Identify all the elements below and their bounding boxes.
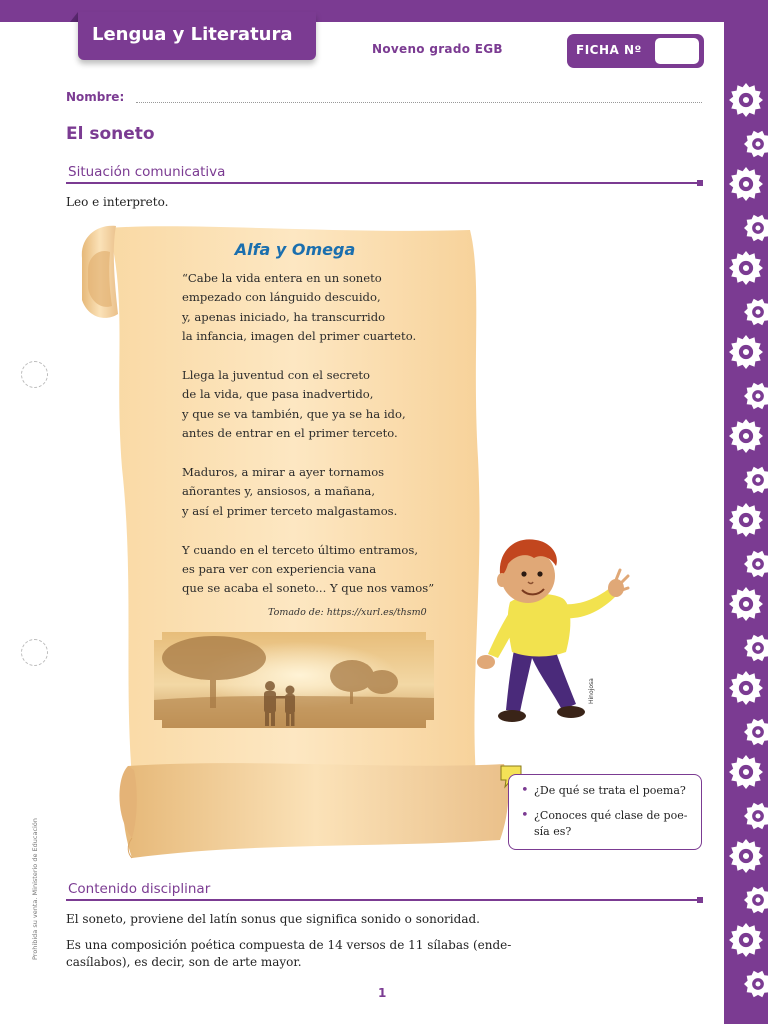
gear-icon xyxy=(744,803,768,830)
name-label: Nombre: xyxy=(66,90,125,104)
poem-body xyxy=(182,269,434,618)
section-heading-situacion: Situación comunicativa xyxy=(68,164,226,180)
gear-icon xyxy=(729,755,763,789)
poem-line: que se acaba el soneto... Y que nos vamos” xyxy=(182,581,435,596)
gear-icon xyxy=(729,167,763,201)
paragraph-line: Es una composición poética compuesta de 14 versos de 11 sílabas (ende- xyxy=(66,938,512,952)
gear-icon xyxy=(744,971,768,998)
question-item: • ¿De qué se trata el poema? xyxy=(519,783,693,799)
gear-icon xyxy=(744,131,768,158)
paragraph: El soneto, proviene del latín sonus que significa sonido o sonoridad. xyxy=(66,912,480,926)
poem-line: empezado con lánguido descuido, xyxy=(182,290,381,305)
gear-icon xyxy=(729,503,763,537)
gear-icon xyxy=(729,335,763,369)
gear-icon xyxy=(729,83,763,117)
poem-stanza xyxy=(182,269,434,347)
grade-label: Noveno grado EGB xyxy=(372,42,503,56)
binder-hole xyxy=(21,361,48,388)
poem-source: Tomado de: https://xurl.es/thsm0 xyxy=(268,607,427,618)
ficha-label: FICHA Nº xyxy=(576,43,642,57)
poem-title: Alfa y Omega xyxy=(234,240,356,259)
ficha-box xyxy=(567,34,704,68)
gear-icon xyxy=(729,419,763,453)
tab-fold xyxy=(70,12,78,22)
gear-icon xyxy=(729,671,763,705)
poem-line: y así el primer terceto malgastamos. xyxy=(182,503,398,518)
gear-icon xyxy=(729,251,763,285)
copyright-note: Prohibida su venta. Ministerio de Educación xyxy=(31,818,39,960)
poem-line: de la vida, que pasa inadvertido, xyxy=(182,387,374,402)
poem-line: es para ver con experiencia vana xyxy=(182,562,377,577)
poem-line: Maduros, a mirar a ayer tornamos xyxy=(182,465,385,480)
poem-stanza xyxy=(182,541,434,599)
couple-photo xyxy=(152,628,436,732)
poem-line: “Cabe la vida entera en un soneto xyxy=(182,271,382,285)
side-band xyxy=(724,0,768,1024)
binder-hole xyxy=(21,639,48,666)
paragraph-line: casílabos), es decir, son de arte mayor. xyxy=(66,955,302,969)
gear-icon xyxy=(729,587,763,621)
intro-text: Leo e interpreto. xyxy=(66,195,169,209)
gear-icon xyxy=(744,551,768,578)
ficha-number-field[interactable] xyxy=(655,38,699,64)
question-text: ¿Conoces qué clase de poe- xyxy=(534,809,688,822)
question-item xyxy=(519,808,693,840)
section-rule xyxy=(66,182,700,184)
subject-tab: Lengua y Literatura xyxy=(78,12,316,60)
boy-illustration xyxy=(470,532,630,732)
poem-line: y, apenas iniciado, ha transcurrido xyxy=(182,309,386,324)
poem-line: antes de entrar en el primer terceto. xyxy=(182,426,398,441)
question-box xyxy=(508,774,702,850)
gear-icon xyxy=(744,215,768,242)
question-text: sía es? xyxy=(534,825,572,838)
section-heading-contenido: Contenido disciplinar xyxy=(68,881,211,897)
section-rule xyxy=(66,899,700,901)
gear-icon xyxy=(744,383,768,410)
gear-icon xyxy=(744,887,768,914)
gear-pattern xyxy=(724,0,768,1024)
gear-icon xyxy=(729,923,763,957)
poem-line: y que se va también, que ya se ha ido, xyxy=(182,406,406,421)
poem-line: Llega la juventud con el secreto xyxy=(182,368,370,383)
illustrator-signature: Hinojosa xyxy=(588,678,595,704)
poem-line: Y cuando en el terceto último entramos, xyxy=(182,542,419,557)
poem-stanza xyxy=(182,463,434,521)
gear-icon xyxy=(744,719,768,746)
page-number: 1 xyxy=(378,986,387,1000)
name-field[interactable] xyxy=(136,102,702,103)
poem-line: añorantes y, ansiosos, a mañana, xyxy=(182,484,376,499)
page-title: El soneto xyxy=(66,124,155,144)
poem-stanza xyxy=(182,366,434,444)
gear-icon xyxy=(744,299,768,326)
gear-icon xyxy=(744,467,768,494)
gear-icon xyxy=(729,839,763,873)
poem-line: la infancia, imagen del primer cuarteto. xyxy=(182,329,417,344)
gear-icon xyxy=(744,635,768,662)
